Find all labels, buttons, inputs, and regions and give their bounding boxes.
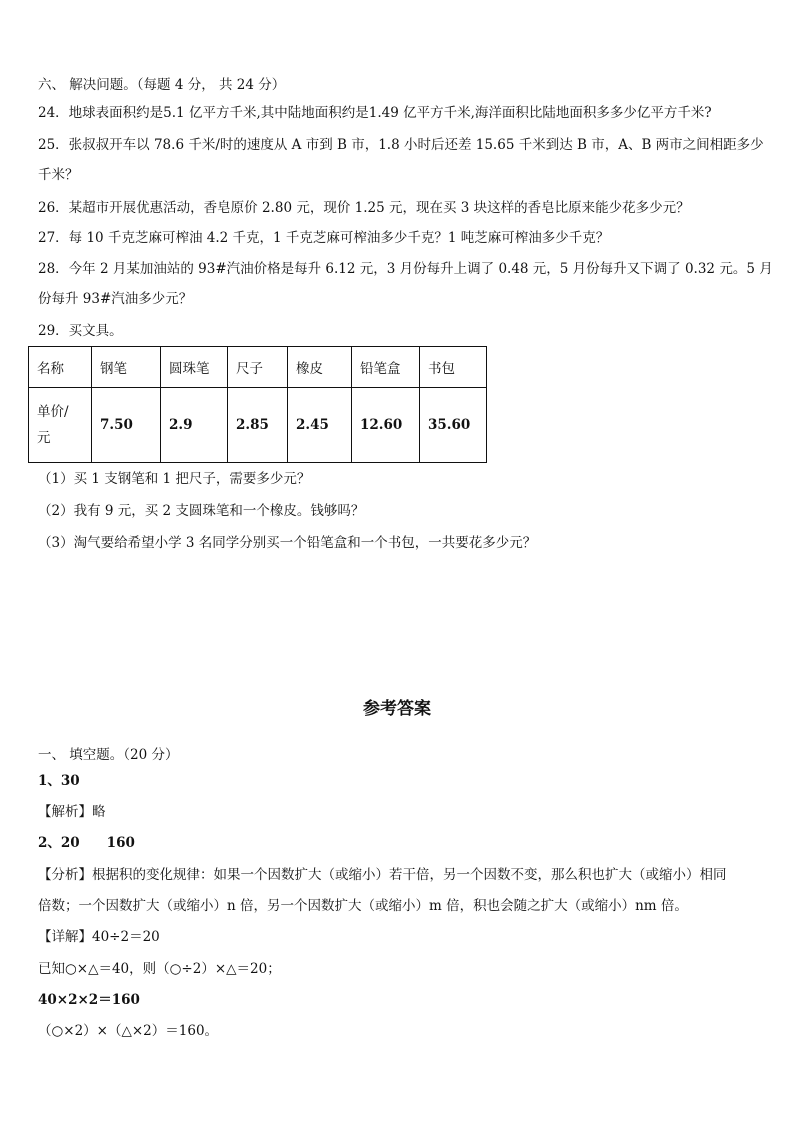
answer-2: 2、20 160 [38, 835, 135, 851]
table-header-row [29, 347, 487, 388]
question-26: 26．某超市开展优惠活动，香皂原价 2.80 元，现价 1.25 元，现在买 3 块这样的香皂比原来能少花多少元？ [38, 200, 690, 216]
table-row [29, 388, 487, 463]
table-header-cell: 铅笔盒 [352, 347, 420, 388]
table-header-cell: 钢笔 [92, 347, 161, 388]
answer-2-analysis-line-1: 【分析】根据积的变化规律：如果一个因数扩大（或缩小）若干倍，另一个因数不变，那么积也扩大（或缩小）相同 [38, 867, 727, 883]
sub-question-2: （2）我有 9 元，买 2 支圆珠笔和一个橡皮。钱够吗？ [38, 503, 365, 519]
question-28-line-1: 28．今年 2 月某加油站的 93#汽油价格是每升 6.12 元，3 月份每升上调了 0.48 元，5 月份每升又下调了 0.32 元。5 月 [38, 261, 773, 277]
question-25-line-1: 25．张叔叔开车以 78.6 千米/时的速度从 A 市到 B 市，1.8 小时后还差 15.65 千米到达 B 市，A、B 两市之间相距多少 [38, 137, 764, 153]
table-header-cell: 橡皮 [288, 347, 352, 388]
unit-price-label: 单价/ 元 [37, 404, 69, 446]
question-25-line-2: 千米？ [38, 167, 79, 183]
answers-section-heading: 一、 填空题。（20 分） [38, 747, 179, 763]
answer-2-analysis-line-2: 倍数；一个因数扩大（或缩小）n 倍，另一个因数扩大（或缩小）m 倍，积也会随之扩大（或缩小）nm 倍。 [38, 898, 688, 914]
table-cell: 2.9 [161, 388, 228, 463]
table-cell: 7.50 [92, 388, 161, 463]
table-header-cell: 尺子 [228, 347, 288, 388]
answer-1: 1、30 [38, 773, 80, 789]
table-row-label [29, 388, 92, 463]
table-cell: 2.85 [228, 388, 288, 463]
answer-1-analysis: 【解析】略 [38, 804, 106, 820]
question-28-line-2: 份每升 93#汽油多少元？ [38, 291, 193, 307]
answer-2-line-5: （○×2）×（△×2）＝160。 [38, 1023, 219, 1039]
question-24: 24．地球表面积约是5.1 亿平方千米,其中陆地面积约是1.49 亿平方千米,海洋面积比陆地面积多多少亿平方千米? [38, 105, 712, 121]
answer-2-line-3: 已知○×△＝40，则（○÷2）×△＝20； [38, 961, 281, 977]
table-header-cell: 书包 [420, 347, 487, 388]
sub-question-3: （3）淘气要给希望小学 3 名同学分别买一个铅笔盒和一个书包，一共要花多少元？ [38, 535, 537, 551]
table-cell: 12.60 [352, 388, 420, 463]
sub-question-1: （1）买 1 支钢笔和 1 把尺子，需要多少元？ [38, 471, 311, 487]
question-27: 27．每 10 千克芝麻可榨油 4.2 千克，1 千克芝麻可榨油多少千克？1 吨芝麻可榨油多少千克？ [38, 230, 610, 246]
answers-title: 参考答案 [363, 699, 431, 719]
table-header-cell: 名称 [29, 347, 92, 388]
stationery-price-table [28, 346, 487, 463]
table-header-cell: 圆珠笔 [161, 347, 228, 388]
section-heading-solve-problems: 六、 解决问题。（每题 4 分， 共 24 分） [38, 77, 286, 93]
question-29: 29．买文具。 [38, 323, 123, 339]
answer-2-detail: 【详解】40÷2＝20 [38, 929, 160, 945]
answer-2-line-4: 40×2×2＝160 [38, 992, 140, 1008]
table-cell: 2.45 [288, 388, 352, 463]
table-cell: 35.60 [420, 388, 487, 463]
